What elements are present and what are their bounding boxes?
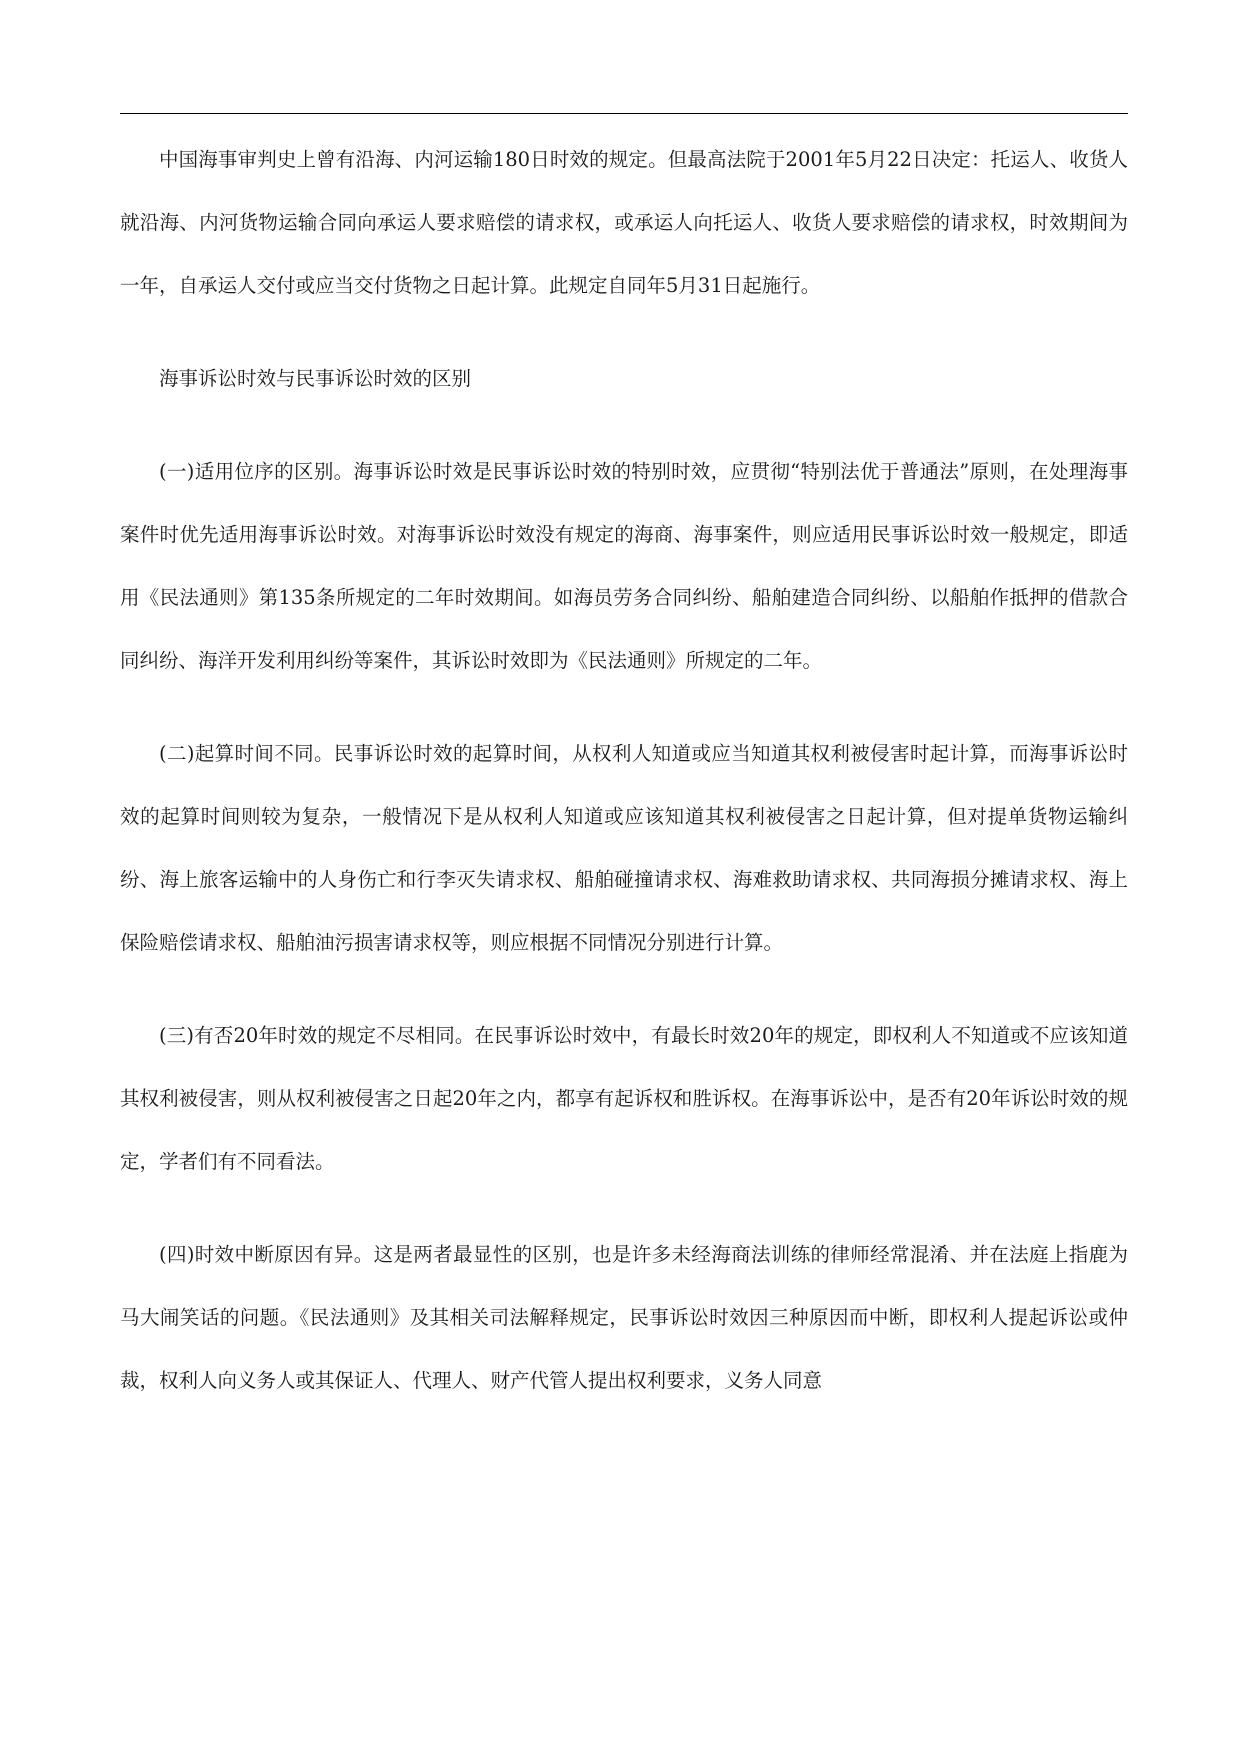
paragraph-time-limit-history: 中国海事审判史上曾有沿海、内河运输180日时效的规定。但最高法院于2001年5月22日决定：托运人、收货人就沿海、内河货物运输合同向承运人要求赔偿的请求权，或承运人向托运人、收货人要求赔偿的请求权，时效期间为一年，自承运人交付或应当交付货物之日起计算。此规定自同年5月31日起施行。 <box>120 148 1128 297</box>
header-rule <box>120 113 1128 114</box>
paragraph-difference-1: (一)适用位序的区别。海事诉讼时效是民事诉讼时效的特别时效，应贯彻“特别法优于普通法”原则，在处理海事案件时优先适用海事诉讼时效。对海事诉讼时效没有规定的海商、海事案件，则应适用民事诉讼时效一般规定，即适用《民法通则》第135条所规定的二年时效期间。如海员劳务合同纠纷、船舶建造合同纠纷、以船舶作抵押的借款合同纠纷、海洋开发利用纠纷等案件，其诉讼时效即为《民法通则》所规定的二年。 <box>120 460 1128 672</box>
paragraph-difference-4: (四)时效中断原因有异。这是两者最显性的区别，也是许多未经海商法训练的律师经常混淆、并在法庭上指鹿为马大闹笑话的问题。《民法通则》及其相关司法解释规定，民事诉讼时效因三种原因而中断，即权利人提起诉讼或仲裁，权利人向义务人或其保证人、代理人、财产代管人提出权利要求，义务人同意 <box>120 1243 1128 1392</box>
section-heading: 海事诉讼时效与民事诉讼时效的区别 <box>159 367 472 390</box>
paragraph-difference-2: (二)起算时间不同。民事诉讼时效的起算时间，从权利人知道或应当知道其权利被侵害时起计算，而海事诉讼时效的起算时间则较为复杂，一般情况下是从权利人知道或应该知道其权利被侵害之日起计算，但对提单货物运输纠纷、海上旅客运输中的人身伤亡和行李灭失请求权、船舶碰撞请求权、海难救助请求权、共同海损分摊请求权、海上保险赔偿请求权、船舶油污损害请求权等，则应根据不同情况分别进行计算。 <box>120 742 1128 954</box>
paragraph-difference-3: (三)有否20年时效的规定不尽相同。在民事诉讼时效中，有最长时效20年的规定，即权利人不知道或不应该知道其权利被侵害，则从权利被侵害之日起20年之内，都享有起诉权和胜诉权。在海事诉讼中，是否有20年诉讼时效的规定，学者们有不同看法。 <box>120 1024 1128 1173</box>
document-body <box>120 128 1128 1442</box>
